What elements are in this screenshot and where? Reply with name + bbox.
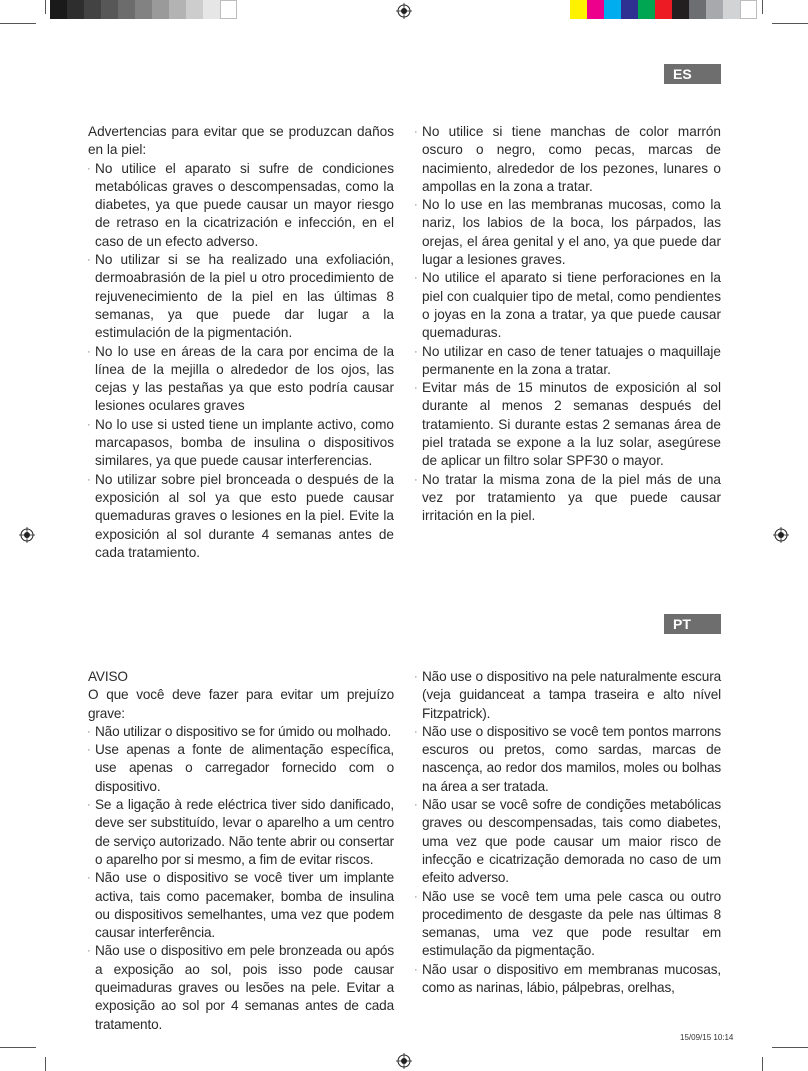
- pt-left-column: [88, 668, 394, 1034]
- crop-mark: [762, 0, 763, 14]
- pt-right-list: [415, 668, 721, 997]
- crop-mark: [45, 0, 46, 14]
- registration-mark-icon: [396, 3, 412, 19]
- list-item: · No tratar la misma zona de la piel más de una vez por tratamiento ya que puede causar irritación en la piel.: [415, 471, 721, 526]
- crop-mark: [0, 23, 36, 24]
- list-item: · No utilice el aparato si tiene perforaciones en la piel con cualquier tipo de metal, como pendientes o joyas en la zona a tratar, ya que puede causar quemaduras.: [415, 269, 721, 342]
- list-item: · Use apenas a fonte de alimentação específica, use apenas o carregador fornecido com o dispositivo.: [88, 741, 394, 796]
- pt-intro: O que você deve fazer para evitar um prejuízo grave:: [88, 687, 394, 721]
- registration-mark-icon: [396, 1053, 412, 1069]
- color-swatch: [186, 0, 203, 19]
- list-item: · No lo use en las membranas mucosas, como la nariz, los labios de la boca, los párpados, las orejas, el área genital y el ano, ya que puede dar lugar a lesiones graves.: [415, 196, 721, 269]
- crop-mark: [0, 1047, 36, 1048]
- list-item: · Se a ligação à rede eléctrica tiver sido danificado, deve ser substituído, levar o aparelho a um centro de serviço autorizado. Não tente abrir ou consertar o aparelho por si mesmo, a fim de evitar riscos.: [88, 796, 394, 869]
- language-tag-es: ES: [664, 64, 721, 84]
- color-swatch: [655, 0, 672, 19]
- list-item: · No lo use en áreas de la cara por encima de la línea de la mejilla o alrededor de los ojos, las cejas y las pestañas ya que esto podría causar lesiones oculares graves: [88, 343, 394, 416]
- crop-mark: [772, 1047, 808, 1048]
- language-tag-pt: PT: [664, 614, 721, 634]
- color-swatch: [203, 0, 220, 19]
- list-item: · Não use o dispositivo na pele naturalmente escura (veja guidanceat a tampa traseira e alto nível Fitzpatrick).: [415, 668, 721, 723]
- list-item: · Não utilizar o dispositivo se for úmido ou molhado.: [88, 723, 394, 741]
- color-swatch: [118, 0, 135, 19]
- list-item: · No lo use si usted tiene un implante activo, como marcapasos, bomba de insulina o dispositivos similares, ya que puede causar interferencias.: [88, 416, 394, 471]
- crop-mark: [762, 1057, 763, 1071]
- process-color-bar: [570, 0, 757, 19]
- color-swatch: [50, 0, 67, 19]
- list-item: · No utilizar si se ha realizado una exfoliación, dermoabrasión de la piel u otro procedimiento de rejuvenecimiento de la piel en las últimas 8 semanas, ya que puede dar lugar a la estimulación de la pigmentación.: [88, 251, 394, 342]
- list-item: · No utilice el aparato si sufre de condiciones metabólicas graves o descompensadas, como la diabetes, ya que puede causar un mayor riesgo de retraso en la cicatrización e infección, en el caso de un efecto adverso.: [88, 160, 394, 251]
- color-swatch: [587, 0, 604, 19]
- registration-mark-icon: [19, 527, 35, 543]
- list-item: · Não use o dispositivo se você tem pontos marrons escuros ou pretos, como sardas, marcas de nascença, ao redor dos mamilos, moles ou bolhas na área a ser tratada.: [415, 723, 721, 796]
- list-item: · Não usar o dispositivo em membranas mucosas, como as narinas, lábio, pálpebras, orelhas,: [415, 961, 721, 998]
- es-intro: Advertencias para evitar que se produzcan daños en la piel:: [88, 124, 394, 158]
- list-item: · Não usar se você sofre de condições metabólicas graves ou descompensadas, tais como diabetes, uma vez que pode causar um maior risco de infecção e cicatrização demorada no caso de um efeito adverso.: [415, 796, 721, 887]
- list-item: · Não use se você tem uma pele casca ou outro procedimento de desgaste da pele nas últimas 8 semanas, uma vez que pode resultar em estimulação da pigmentação.: [415, 888, 721, 961]
- list-item: · Não use o dispositivo se você tiver um implante activa, tais como pacemaker, bomba de insulina ou dispositivos semelhantes, uma vez que podem causar interferência.: [88, 869, 394, 942]
- es-right-column: [415, 123, 721, 526]
- color-swatch: [220, 0, 237, 19]
- list-item: · Não use o dispositivo em pele bronzeada ou após a exposição ao sol, pois isso pode causar queimaduras graves ou lesões na pele. Evitar a exposição ao sol por 4 semanas antes de cada tratamento.: [88, 942, 394, 1033]
- pt-right-column: [415, 668, 721, 997]
- pt-heading: AVISO: [88, 669, 128, 684]
- pt-left-list: [88, 723, 394, 1034]
- color-swatch: [689, 0, 706, 19]
- print-timestamp: 15/09/15 10:14: [680, 1033, 734, 1042]
- grayscale-color-bar: [50, 0, 237, 19]
- color-swatch: [570, 0, 587, 19]
- es-left-list: [88, 160, 394, 563]
- crop-mark: [772, 23, 808, 24]
- crop-mark: [45, 1057, 46, 1071]
- color-swatch: [604, 0, 621, 19]
- list-item: · No utilice si tiene manchas de color marrón oscuro o negro, como pecas, marcas de nacimiento, alrededor de los pezones, lunares o ampollas en la zona a tratar.: [415, 123, 721, 196]
- color-swatch: [638, 0, 655, 19]
- color-swatch: [84, 0, 101, 19]
- color-swatch: [169, 0, 186, 19]
- list-item: · No utilizar sobre piel bronceada o después de la exposición al sol ya que esto puede causar quemaduras graves o lesiones en la piel. Evite la exposición al sol durante 4 semanas antes de cada tratamiento.: [88, 471, 394, 562]
- color-swatch: [67, 0, 84, 19]
- color-swatch: [740, 0, 757, 19]
- color-swatch: [135, 0, 152, 19]
- list-item: · Evitar más de 15 minutos de exposición al sol durante al menos 2 semanas después del tratamiento. Si durante estas 2 semanas área de piel tratada se expone a la luz solar, asegúrese de aplicar un filtro solar SPF30 o mayor.: [415, 379, 721, 470]
- registration-mark-icon: [773, 527, 789, 543]
- es-left-column: [88, 123, 394, 562]
- color-swatch: [723, 0, 740, 19]
- color-swatch: [101, 0, 118, 19]
- list-item: · No utilizar en caso de tener tatuajes o maquillaje permanente en la zona a tratar.: [415, 343, 721, 380]
- color-swatch: [672, 0, 689, 19]
- color-swatch: [621, 0, 638, 19]
- es-right-list: [415, 123, 721, 526]
- color-swatch: [152, 0, 169, 19]
- color-swatch: [706, 0, 723, 19]
